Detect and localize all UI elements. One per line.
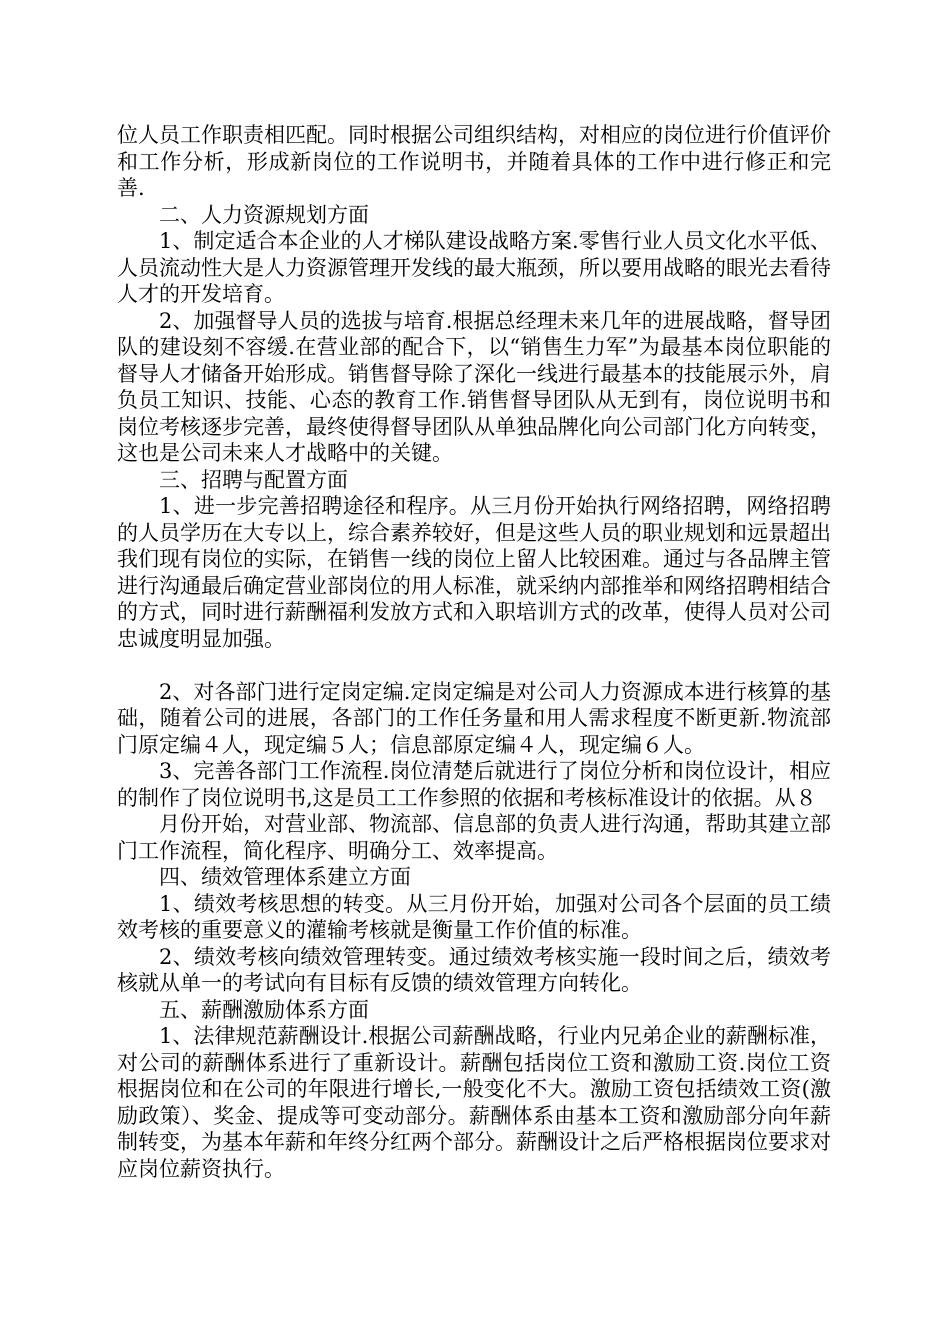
paragraph: 三、招聘与配置方面 <box>159 467 348 492</box>
paragraph-gap <box>117 652 831 679</box>
paragraph: 1、绩效考核思想的转变。从三月份开始，加强对公司各个层面的员工绩效考核的重要意义的灌输考核就是衡量工作价值的标准。 <box>117 891 831 942</box>
paragraph: 1、进一步完善招聘途径和程序。从三月份开始执行网络招聘，网络招聘的人员学历在大专以上，综合素养较好，但是这些人员的职业规划和远景超出我们现有岗位的实际，在销售一线的岗位上留人比较困难。通过与各品牌主管进行沟通最后确定营业部岗位的用人标准，就采纳内部推举和网络招聘相结合的方式，同时进行薪酬福利发放方式和入职培训方式的改革，使得人员对公司忠诚度明显加强。 <box>117 494 831 651</box>
paragraph: 月份开始，对营业部、物流部、信息部的负责人进行沟通，帮助其建立部门工作流程，简化程序、明确分工、效率提高。 <box>117 812 831 863</box>
paragraph: 2、对各部门进行定岗定编.定岗定编是对公司人力资源成本进行核算的基础，随着公司的进展，各部门的工作任务量和用人需求程度不断更新.物流部门原定编４人，现定编５人；信息部原定编４人，现定编６人。 <box>117 679 831 757</box>
document-page <box>117 122 831 1182</box>
paragraph: 3、完善各部门工作流程.岗位清楚后就进行了岗位分析和岗位设计，相应的制作了岗位说明书,这是员工工作参照的依据和考核标准设计的依据。从８ <box>117 759 831 810</box>
paragraph: 2、加强督导人员的选拔与培育.根据总经理未来几年的进展战略，督导团队的建设刻不容缓.在营业部的配合下，以“销售生力军”为最基本岗位职能的督导人才储备开始形成。销售督导除了深化一线进行最基本的技能展示外，肩负员工知识、技能、心态的教育工作.销售督导团队从无到有，岗位说明书和岗位考核逐步完善，最终使得督导团队从单独品牌化向公司部门化方向转变，这也是公司未来人才战略中的关键。 <box>117 308 831 465</box>
paragraph: 1、制定适合本企业的人才梯队建设战略方案.零售行业人员文化水平低、人员流动性大是人力资源管理开发线的最大瓶颈，所以要用战略的眼光去看待人才的开发培育。 <box>117 229 831 306</box>
paragraph: 位人员工作职责相匹配。同时根据公司组织结构，对相应的岗位进行价值评价和工作分析，形成新岗位的工作说明书，并随着具体的工作中进行修正和完善. <box>117 123 831 200</box>
paragraph: 二、人力资源规划方面 <box>159 202 369 227</box>
paragraph: 1、法律规范薪酬设计.根据公司薪酬战略，行业内兄弟企业的薪酬标准，对公司的薪酬体系进行了重新设计。薪酬包括岗位工资和激励工资.岗位工资根据岗位和在公司的年限进行增长,一般变化不大。激励工资包括绩效工资(激励政策）、奖金、提成等可变动部分。薪酬体系由基本工资和激励部分向年薪制转变，为基本年薪和年终分红两个部分。薪酬设计之后严格根据岗位要求对应岗位薪资执行。 <box>117 1024 831 1181</box>
paragraph: 四、绩效管理体系建立方面 <box>159 865 411 889</box>
paragraph: 五、薪酬激励体系方面 <box>159 997 369 1022</box>
paragraph: 2、绩效考核向绩效管理转变。通过绩效考核实施一段时间之后，绩效考核就从单一的考试向有目标有反馈的绩效管理方向转化。 <box>117 944 831 995</box>
